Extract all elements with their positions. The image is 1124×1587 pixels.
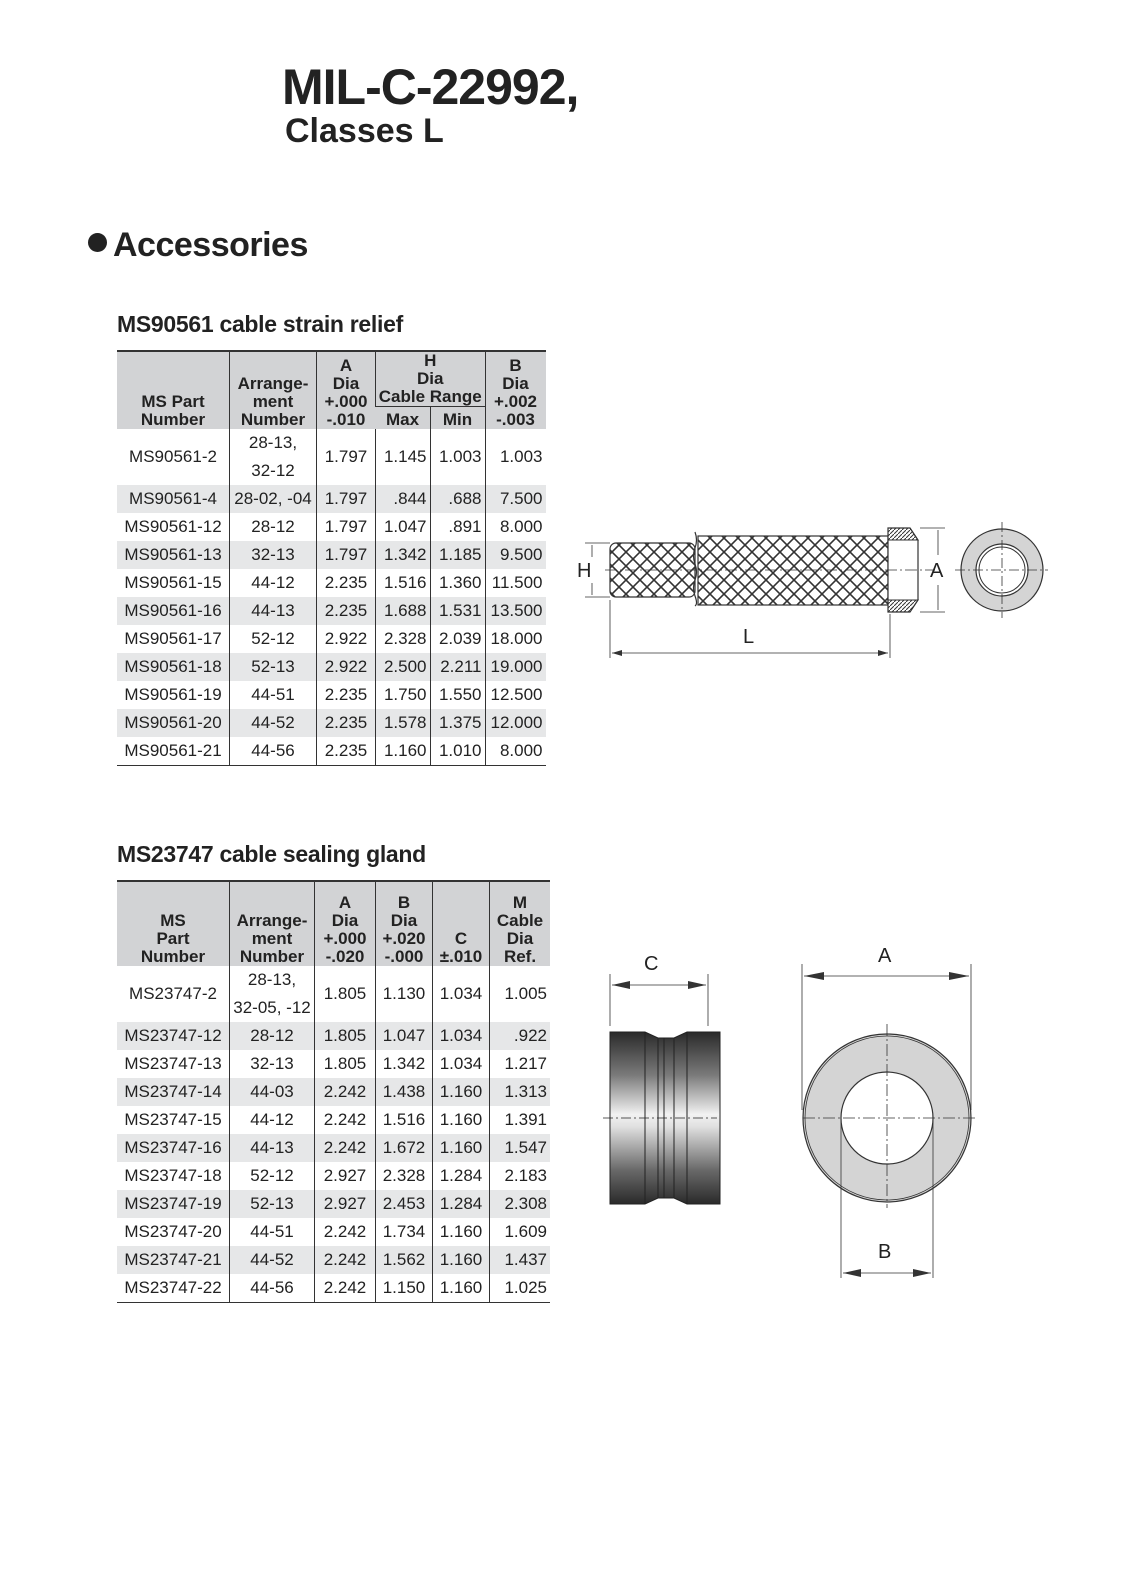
- cell-a-dia: 2.242: [315, 1078, 376, 1106]
- cell-c: 1.160: [433, 1274, 490, 1303]
- table-row: [117, 966, 550, 1022]
- cell-m-cable-dia: 2.183: [490, 1162, 551, 1190]
- cell-m-cable-dia: 1.025: [490, 1274, 551, 1303]
- cell-arrangement: [230, 1274, 315, 1303]
- cell-b-dia: 12.500: [485, 681, 546, 709]
- col-a-dia: A Dia +.000 -.010: [317, 351, 376, 429]
- col-m-cable-dia: M Cable Dia Ref.: [490, 881, 551, 966]
- arrangement-line: 44-13: [251, 601, 295, 620]
- bullet-icon: [88, 233, 107, 252]
- cell-a-dia: 1.797: [317, 541, 376, 569]
- cell-h-min: 1.360: [430, 569, 485, 597]
- dimension-label-h: H: [577, 560, 592, 582]
- cell-a-dia: 1.797: [317, 429, 376, 485]
- cell-b-dia: 1.516: [376, 1106, 433, 1134]
- cell-c: 1.160: [433, 1246, 490, 1274]
- mesh-sleeve: [610, 532, 888, 606]
- table-row: [117, 1274, 550, 1303]
- arrangement-line: 44-51: [250, 1222, 294, 1241]
- cell-part-number: MS23747-22: [117, 1274, 230, 1303]
- cell-m-cable-dia: 1.547: [490, 1134, 551, 1162]
- cell-h-min: 1.185: [430, 541, 485, 569]
- arrangement-line: 32-12: [251, 461, 295, 480]
- cell-h-max: 1.578: [376, 709, 431, 737]
- cell-part-number: MS23747-20: [124, 1222, 222, 1241]
- cell-b-dia: 11.500: [485, 569, 546, 597]
- cell-h-min: 1.003: [430, 429, 485, 485]
- cell-arrangement: [230, 569, 317, 597]
- arrangement-line: 52-12: [250, 1166, 294, 1185]
- cell-part-number: MS23747-18: [124, 1166, 222, 1185]
- cell-m-cable-dia: .922: [490, 1022, 551, 1050]
- cell-h-min: .688: [430, 485, 485, 513]
- cell-part-number: MS23747-21: [117, 1246, 230, 1274]
- sealing-gland-table: [117, 880, 550, 1303]
- arrangement-line: 44-12: [251, 573, 295, 592]
- arrangement-line: 44-13: [250, 1138, 294, 1157]
- cell-h-min: .891: [430, 513, 485, 541]
- col-h-min: Min: [430, 407, 485, 430]
- cell-b-dia: 1.734: [376, 1218, 433, 1246]
- strain-relief-heading: MS90561 cable strain relief: [117, 311, 403, 337]
- cell-c: 1.160: [433, 1134, 490, 1162]
- cell-b-dia: 1.342: [376, 1050, 433, 1078]
- table-row: [117, 541, 546, 569]
- cell-a-dia: 2.235: [317, 737, 376, 766]
- table-row: [117, 485, 546, 513]
- arrangement-line: 28-02, -04: [234, 489, 312, 508]
- cell-m-cable-dia: 1.391: [490, 1106, 551, 1134]
- arrangement-line: 32-13: [250, 1054, 294, 1073]
- cell-h-max: .844: [376, 485, 431, 513]
- cell-part-number: MS90561-16: [117, 597, 230, 625]
- cell-h-min: 1.010: [430, 737, 485, 766]
- cell-h-max: 1.160: [376, 737, 431, 766]
- cell-h-min: 1.375: [430, 709, 485, 737]
- table-row: [117, 597, 546, 625]
- table-row: [117, 1162, 550, 1190]
- cell-a-dia: 2.235: [317, 597, 376, 625]
- cell-a-dia: 2.235: [317, 709, 376, 737]
- cell-arrangement: [230, 681, 317, 709]
- document-subtitle: Classes L: [285, 112, 444, 150]
- cell-h-max: 1.688: [376, 597, 431, 625]
- cell-b-dia: 8.000: [485, 737, 546, 766]
- end-view: [955, 522, 1048, 618]
- cell-arrangement: [230, 1078, 315, 1106]
- col-arrangement: Arrange- ment Number: [230, 881, 315, 966]
- dimension-label-a: A: [878, 945, 892, 967]
- cell-arrangement: [230, 1134, 315, 1162]
- cell-a-dia: 2.235: [317, 569, 376, 597]
- cell-part-number: MS90561-12: [124, 517, 222, 536]
- cell-arrangement: [230, 1022, 315, 1050]
- cell-part-number: MS90561-21: [117, 737, 230, 766]
- cell-c: 1.284: [433, 1190, 490, 1218]
- cell-arrangement: [230, 513, 317, 541]
- col-h-max: Max: [376, 407, 431, 430]
- dimension-label-c: C: [644, 953, 659, 975]
- document-title: MIL-C-22992,: [282, 59, 579, 115]
- cell-part-number: MS23747-13: [124, 1054, 222, 1073]
- col-arrangement: Arrange- ment Number: [230, 351, 317, 429]
- cell-a-dia: 1.805: [315, 966, 376, 1022]
- cell-b-dia: 12.000: [485, 709, 546, 737]
- arrangement-line: 44-51: [251, 685, 295, 704]
- cell-arrangement: [230, 429, 317, 485]
- arrangement-line: 52-13: [250, 1194, 294, 1213]
- cell-part-number: MS90561-15: [124, 573, 222, 592]
- arrangement-line: 28-12: [250, 1026, 294, 1045]
- cell-part-number: MS90561-20: [117, 709, 230, 737]
- cell-h-max: 1.047: [376, 513, 431, 541]
- col-part-number: MS Part Number: [117, 881, 230, 966]
- cell-b-dia: 9.500: [485, 541, 546, 569]
- cell-part-number: MS90561-2: [129, 447, 217, 466]
- col-part-number: MS Part Number: [117, 351, 230, 429]
- table-row: [117, 653, 546, 681]
- cell-a-dia: 2.927: [315, 1162, 376, 1190]
- cell-part-number: MS23747-19: [117, 1190, 230, 1218]
- dimension-label-l: L: [743, 626, 755, 648]
- cell-arrangement: [230, 709, 317, 737]
- cell-part-number: MS23747-2: [129, 984, 217, 1003]
- cell-b-dia: 1.672: [376, 1134, 433, 1162]
- cell-a-dia: 1.805: [315, 1050, 376, 1078]
- cell-h-min: 2.211: [430, 653, 485, 681]
- cell-arrangement: [230, 1162, 315, 1190]
- cell-b-dia: 19.000: [485, 653, 546, 681]
- cell-part-number: MS90561-18: [117, 653, 230, 681]
- cell-b-dia: 1.130: [376, 966, 433, 1022]
- cell-h-min: 2.039: [430, 625, 485, 653]
- cell-c: 1.284: [433, 1162, 490, 1190]
- cell-a-dia: 2.242: [315, 1246, 376, 1274]
- table-row: [117, 709, 546, 737]
- cell-a-dia: 2.922: [317, 653, 376, 681]
- cell-h-max: 1.145: [376, 429, 431, 485]
- arrangement-line: 32-05, -12: [233, 998, 311, 1017]
- arrangement-line: 28-13,: [248, 433, 298, 452]
- table-row: [117, 681, 546, 709]
- col-b-dia: B Dia +.002 -.003: [485, 351, 546, 429]
- cell-b-dia: 1.562: [376, 1246, 433, 1274]
- cell-arrangement: [230, 1218, 315, 1246]
- gland-front-view: [803, 1024, 976, 1208]
- table-row: [117, 569, 546, 597]
- cell-m-cable-dia: 1.313: [490, 1078, 551, 1106]
- cell-part-number: MS23747-16: [117, 1134, 230, 1162]
- table-row: [117, 737, 546, 766]
- cell-b-dia: 1.150: [376, 1274, 433, 1303]
- cell-part-number: MS23747-12: [117, 1022, 230, 1050]
- cell-m-cable-dia: 1.437: [490, 1246, 551, 1274]
- table-row: [117, 1218, 550, 1246]
- table-row: [117, 513, 546, 541]
- cell-arrangement: [230, 653, 317, 681]
- cell-a-dia: 2.235: [317, 681, 376, 709]
- cell-arrangement: [230, 1106, 315, 1134]
- cell-m-cable-dia: 1.217: [490, 1050, 551, 1078]
- cell-arrangement: [230, 966, 315, 1022]
- cell-part-number: MS23747-15: [124, 1110, 222, 1129]
- cell-m-cable-dia: 1.005: [490, 966, 551, 1022]
- cell-arrangement: [230, 1246, 315, 1274]
- sealing-gland-drawing: [590, 940, 990, 1280]
- strain-relief-table: [117, 350, 546, 766]
- cell-h-min: 1.531: [430, 597, 485, 625]
- sealing-gland-heading: MS23747 cable sealing gland: [117, 841, 426, 867]
- col-b-dia: B Dia +.020 -.000: [376, 881, 433, 966]
- cell-c: 1.160: [433, 1218, 490, 1246]
- cell-part-number: MS90561-13: [117, 541, 230, 569]
- cell-arrangement: [230, 485, 317, 513]
- arrangement-line: 28-13,: [247, 970, 297, 989]
- cell-part-number: MS90561-4: [117, 485, 230, 513]
- cell-b-dia: 2.453: [376, 1190, 433, 1218]
- dimension-label-b: B: [878, 1241, 892, 1263]
- table-row: [117, 1106, 550, 1134]
- cell-c: 1.160: [433, 1106, 490, 1134]
- cell-part-number: MS90561-17: [124, 629, 222, 648]
- cell-c: 1.034: [433, 966, 490, 1022]
- table-row: [117, 1134, 550, 1162]
- table-row: [117, 1246, 550, 1274]
- cell-h-max: 1.342: [376, 541, 431, 569]
- arrangement-line: 28-12: [251, 517, 295, 536]
- cell-a-dia: 1.797: [317, 513, 376, 541]
- cell-m-cable-dia: 2.308: [490, 1190, 551, 1218]
- cell-b-dia: 8.000: [485, 513, 546, 541]
- arrangement-line: 44-56: [251, 741, 295, 760]
- cell-b-dia: 1.047: [376, 1022, 433, 1050]
- cell-arrangement: [230, 1050, 315, 1078]
- table-row: [117, 1190, 550, 1218]
- cell-c: 1.034: [433, 1022, 490, 1050]
- cell-b-dia: 18.000: [485, 625, 546, 653]
- cell-a-dia: 2.242: [315, 1274, 376, 1303]
- cell-arrangement: [230, 737, 317, 766]
- cell-b-dia: 2.328: [376, 1162, 433, 1190]
- cell-a-dia: 1.797: [317, 485, 376, 513]
- section-title: Accessories: [113, 226, 308, 264]
- arrangement-line: 44-03: [250, 1082, 294, 1101]
- cell-m-cable-dia: 1.609: [490, 1218, 551, 1246]
- cell-arrangement: [230, 597, 317, 625]
- strain-relief-drawing: [570, 510, 1050, 660]
- table-row: [117, 1022, 550, 1050]
- col-c: C ±.010: [433, 881, 490, 966]
- cell-c: 1.160: [433, 1078, 490, 1106]
- cell-b-dia: 1.003: [485, 429, 546, 485]
- arrangement-line: 44-56: [250, 1278, 294, 1297]
- arrangement-line: 44-12: [250, 1110, 294, 1129]
- arrangement-line: 32-13: [251, 545, 295, 564]
- cell-b-dia: 7.500: [485, 485, 546, 513]
- table-row: [117, 1078, 550, 1106]
- cell-b-dia: 13.500: [485, 597, 546, 625]
- cell-a-dia: 1.805: [315, 1022, 376, 1050]
- table-row: [117, 429, 546, 485]
- arrangement-line: 52-12: [251, 629, 295, 648]
- cell-h-max: 1.750: [376, 681, 431, 709]
- arrangement-line: 44-52: [251, 713, 295, 732]
- cell-a-dia: 2.242: [315, 1134, 376, 1162]
- cell-arrangement: [230, 1190, 315, 1218]
- table-row: [117, 625, 546, 653]
- section-heading: [88, 228, 308, 262]
- cell-h-min: 1.550: [430, 681, 485, 709]
- cell-a-dia: 2.927: [315, 1190, 376, 1218]
- cell-b-dia: 1.438: [376, 1078, 433, 1106]
- cell-a-dia: 2.242: [315, 1106, 376, 1134]
- table-row: [117, 1050, 550, 1078]
- arrangement-line: 52-13: [251, 657, 295, 676]
- col-a-dia: A Dia +.000 -.020: [315, 881, 376, 966]
- cell-arrangement: [230, 625, 317, 653]
- cell-a-dia: 2.922: [317, 625, 376, 653]
- col-h-dia: H Dia Cable Range: [376, 351, 486, 407]
- cell-c: 1.034: [433, 1050, 490, 1078]
- cell-h-max: 2.500: [376, 653, 431, 681]
- arrangement-line: 44-52: [250, 1250, 294, 1269]
- gland-side-view: [603, 1032, 720, 1204]
- dimension-label-a: A: [930, 560, 944, 582]
- cell-h-max: 2.328: [376, 625, 431, 653]
- cell-a-dia: 2.242: [315, 1218, 376, 1246]
- cell-arrangement: [230, 541, 317, 569]
- cell-part-number: MS90561-19: [124, 685, 222, 704]
- cell-h-max: 1.516: [376, 569, 431, 597]
- cell-part-number: MS23747-14: [117, 1078, 230, 1106]
